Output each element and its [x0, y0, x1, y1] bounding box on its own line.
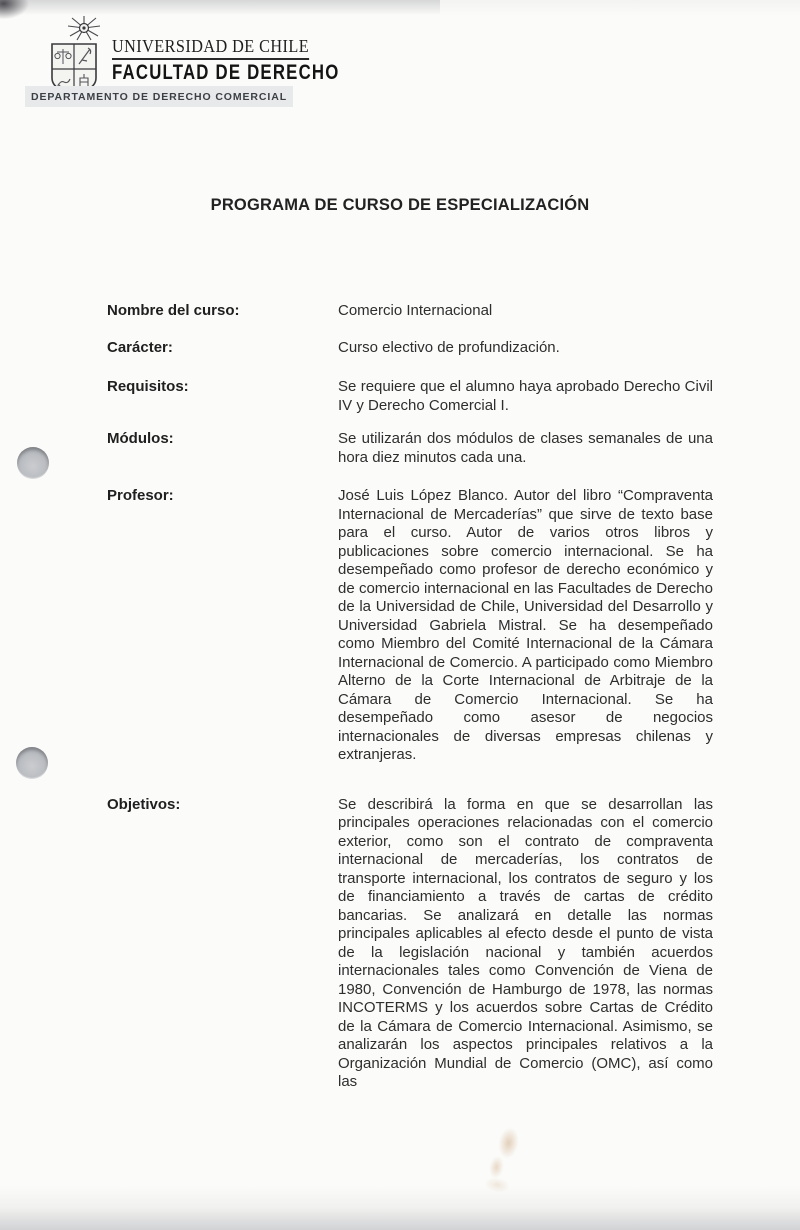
field-value: Curso electivo de profundización. [338, 338, 560, 356]
field-row [107, 302, 713, 321]
stain-mark [462, 1121, 538, 1203]
field-label: Carácter: [107, 338, 173, 356]
field-label: Profesor: [107, 487, 174, 504]
field-label: Módulos: [107, 430, 174, 447]
department-banner [25, 86, 293, 107]
field-row [107, 378, 713, 415]
field-value: Comercio Internacional [338, 302, 493, 319]
university-name: UNIVERSIDAD DE CHILE [112, 36, 309, 60]
fields [107, 302, 713, 1110]
scan-bottom-shading [0, 1208, 800, 1230]
field-row [107, 487, 713, 765]
field-value: Se requiere que el alumno haya aprobado Derecho Civil IV y Derecho Comercial I. [338, 378, 713, 414]
field-row [107, 339, 713, 358]
letterhead-text [112, 36, 396, 85]
field-value: Se describirá la forma en que se desarrollan las principales operaciones relacionadas con el comercio exterior, como son el contrato de compraventa internacional de mercaderías, los contratos de transporte internacional, los contratos de seguro y los de financiamiento a través de cartas de crédito bancarias. Se analizará en detalle las normas principales aplicables al efecto desde el punto de vista de la legislación nacional y también acuerdos internacionales tales como Convención de Viena de 1980, Convención de Hamburgo de 1978, las normas INCOTERMS y los acuerdos sobre Cartas de Crédito de la Cámara de Comercio Internacional. Asimismo, se analizarán los aspectos principales relativos a la Organización Mundial de Comercio (OMC), así como las [338, 795, 713, 1090]
field-label: Requisitos: [107, 378, 189, 395]
hole-punch [16, 747, 48, 779]
faculty-name: FACULTAD DE DERECHO [112, 61, 340, 84]
hole-punch [17, 447, 49, 479]
field-row [107, 796, 713, 1092]
letterhead [0, 0, 420, 120]
document-title: PROGRAMA DE CURSO DE ESPECIALIZACIÓN [210, 196, 590, 214]
department-name: DEPARTAMENTO DE DERECHO COMERCIAL [30, 90, 288, 103]
field-label: Nombre del curso: [107, 302, 240, 319]
field-row [107, 430, 713, 467]
field-value: José Luis López Blanco. Autor del libro “Compraventa Internacional de Mercaderías” que sirve de texto base para el curso. Autor de varios otros libros y publicaciones sobre comercio internacional. Se ha desempeñado como profesor de derecho económico y de comercio internacional en las Facultades de Derecho de la Universidad de Chile, Universidad del Desarrollo y Universidad Gabriela Mistral. Se ha desempeñado como Miembro del Comité Internacional de la Cámara Internacional de Comercio. A participado como Miembro Alterno de la Corte Internacional de Arbitraje de la Cámara de Comercio Internacional. Se ha desempeñado como asesor de negocios internacionales de diversas empresas chilenas y extranjeras. [338, 487, 713, 763]
field-value: Se utilizarán dos módulos de clases semanales de una hora diez minutos cada una. [338, 430, 713, 466]
field-label: Objetivos: [107, 795, 181, 813]
